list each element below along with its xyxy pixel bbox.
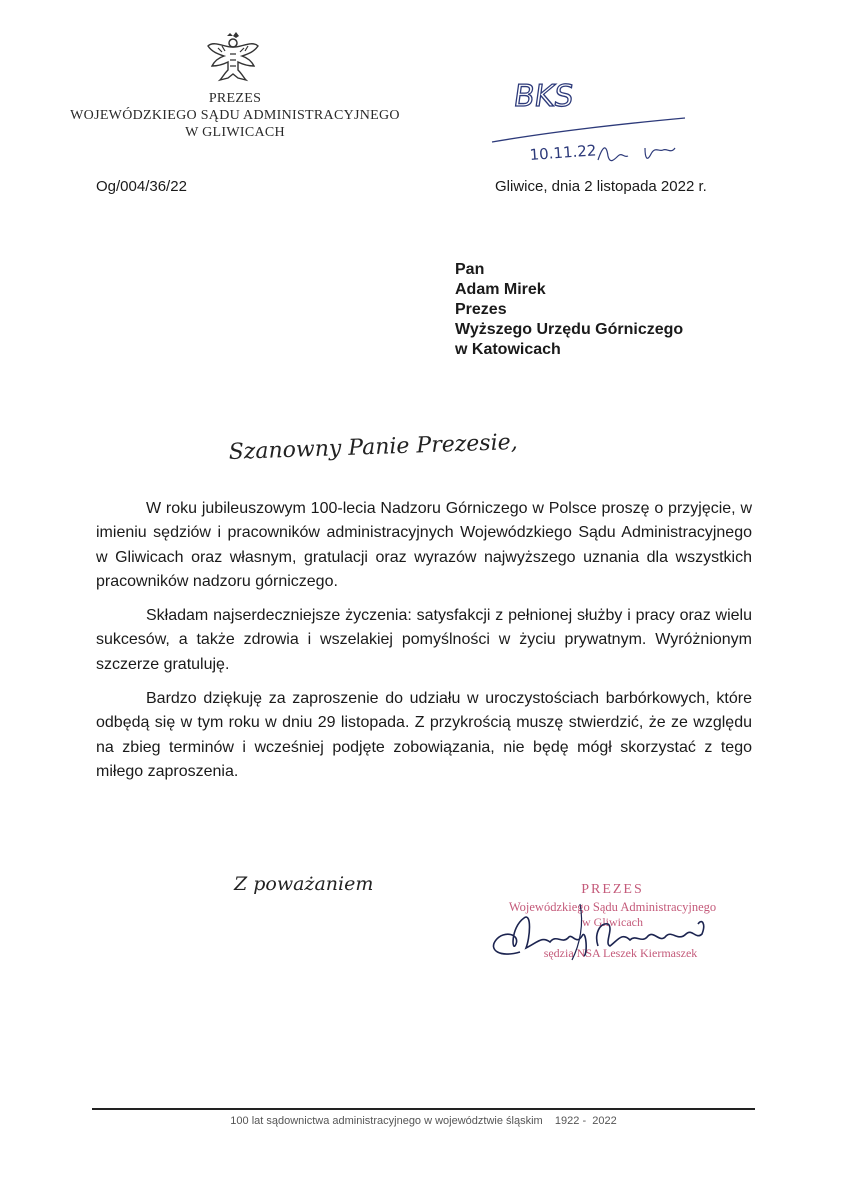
recipient-line: Wyższego Urzędu Górniczego xyxy=(455,321,684,338)
place-date: Gliwice, dnia 2 listopada 2022 r. xyxy=(495,178,707,195)
stamp-title: PREZES xyxy=(581,882,644,897)
salutation-text: Szanowny Panie Prezesie, xyxy=(228,429,519,465)
recipient-line: Prezes xyxy=(455,301,507,318)
letter-body xyxy=(96,497,752,794)
stamp-judge: sędzia NSA Leszek Kiermaszek xyxy=(543,946,698,960)
receipt-date: 10.11.22 xyxy=(529,141,597,164)
polish-eagle-emblem-icon xyxy=(206,30,260,82)
official-stamp xyxy=(480,880,745,970)
issuer-title: PREZES xyxy=(208,91,262,106)
issuer-city: W GLIWICACH xyxy=(185,125,285,140)
stamp-city: w Gliwicach xyxy=(582,915,643,929)
issuer-court: WOJEWÓDZKIEGO SĄDU ADMINISTRACYJNEGO xyxy=(70,108,400,123)
recipient-line: Adam Mirek xyxy=(455,281,546,298)
footer-divider xyxy=(92,1108,755,1110)
receipt-mark xyxy=(480,68,720,178)
handwritten-closing xyxy=(232,862,402,902)
body-paragraph: Składam najserdeczniejsze życzenia: satysfakcji z pełnionej służby i pracy oraz wielu sukcesów, a także zdrowia i wszelakiej pomyślności w życiu prywatnym. Wyróżnionym szczerze gratuluję. xyxy=(96,607,752,673)
handwritten-signature xyxy=(480,894,745,964)
stamp-court: Wojewódzkiego Sądu Administracyjnego xyxy=(508,900,717,914)
receipt-code: BKS xyxy=(511,79,576,114)
body-paragraph: W roku jubileuszowym 100-lecia Nadzoru Górniczego w Polsce proszę o przyjęcie, w imieniu sędziów i pracowników administracyjnych Wojewódzkiego Sądu Administracyjnego w Gliwicach oraz własnym, gratulacji oraz wyrazów najwyższego uznania dla wszystkich pracowników nadzoru górniczego. xyxy=(96,500,752,590)
handwritten-salutation xyxy=(225,425,525,475)
closing-text: Z poważaniem xyxy=(234,873,374,895)
recipient-block xyxy=(455,260,683,360)
reference-number: Og/004/36/22 xyxy=(96,178,187,195)
recipient-line: w Katowicach xyxy=(455,341,561,358)
body-paragraph: Bardzo dziękuję za zaproszenie do udziału w uroczystościach barbórkowych, które odbędą się w tym roku w dniu 29 listopada. Z przykrością muszę stwierdzić, że ze względu na zbieg terminów i wcześniej podjęte zobowiązania, nie będę mógł skorzystać z tego miłego zaproszenia. xyxy=(96,690,752,780)
recipient-line: Pan xyxy=(455,261,485,278)
issuer-block xyxy=(40,90,430,141)
footer-text: 100 lat sądownictwa administracyjnego w województwie śląskim 1922 - 2022 xyxy=(230,1115,617,1127)
